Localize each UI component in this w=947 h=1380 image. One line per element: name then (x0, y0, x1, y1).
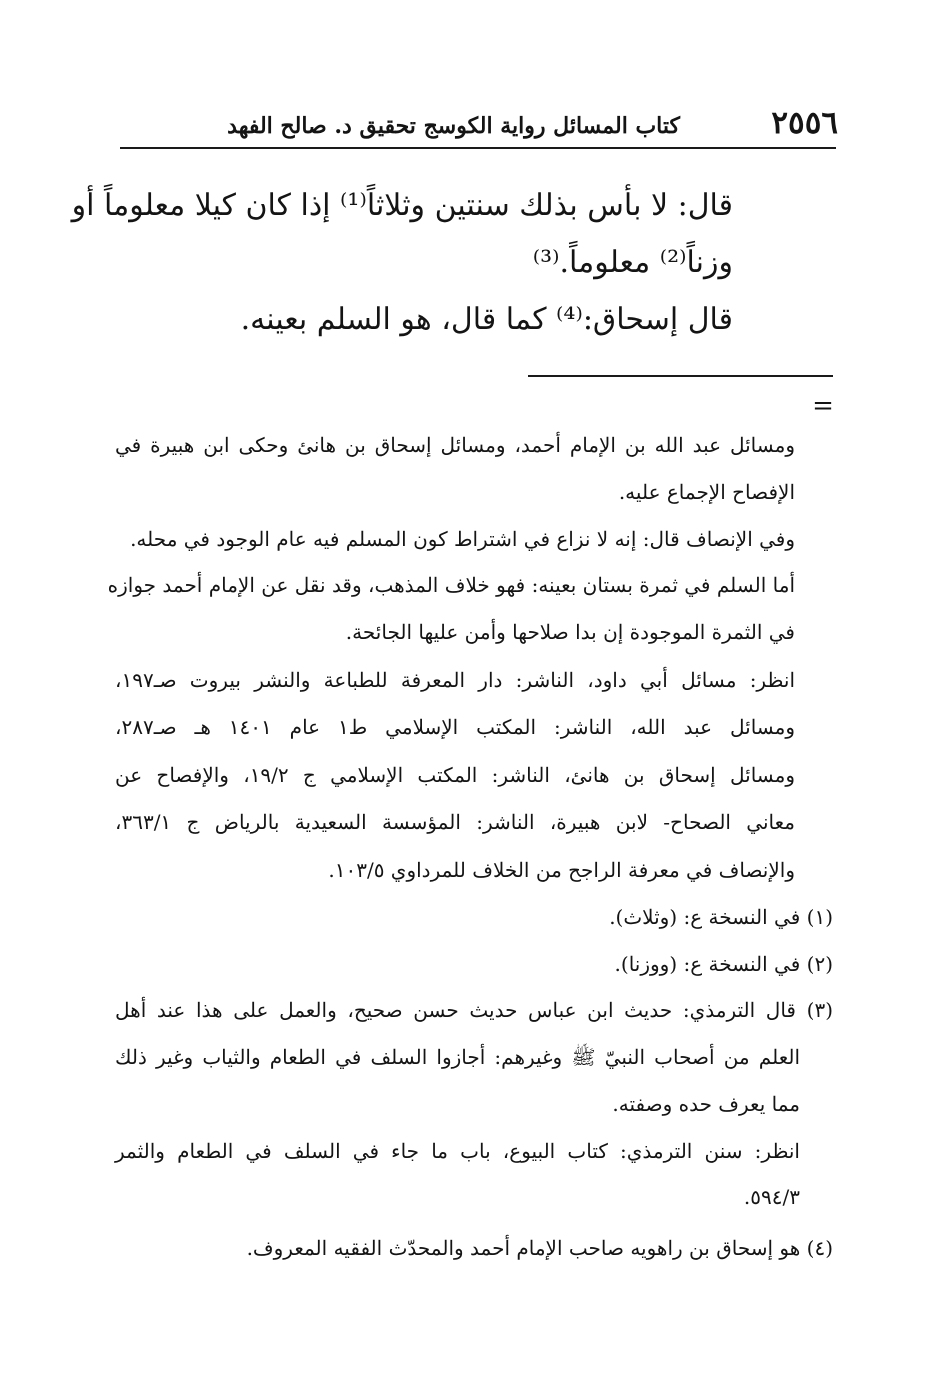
footnote-line: والإنصاف في معرفة الراجح من الخلاف للمرداوي ١٠٣/٥. (328, 858, 795, 882)
footnote-separator (528, 375, 833, 377)
footnote-line: ومسائل إسحاق بن هانئ، الناشر: المكتب الإسلامي ج ١٩/٢، والإفصاح عن (115, 763, 795, 787)
footnote-line: معاني الصحاح- لابن هبيرة، الناشر: المؤسسة السعيدية بالرياض ج ٣٦٣/١، (115, 810, 795, 834)
footnote-line: وفي الإنصاف قال: إنه لا نزاع في اشتراط كون المسلم فيه عام الوجود في محله. (130, 527, 795, 551)
header-rule (120, 147, 836, 149)
main-text-line: قال: لا بأس بذلك سنتين وثلاثاً⁽¹⁾ إذا كان كيلا معلوماً أو (71, 188, 733, 223)
footnote-continuation-mark: = (812, 391, 834, 421)
main-text-line: قال إسحاق:⁽⁴⁾ كما قال، هو السلم بعينه. (240, 302, 733, 337)
footnote-line: (١) في النسخة ع: (وثلاث). (609, 905, 833, 929)
footnote-line: الإفصاح الإجماع عليه. (618, 480, 795, 504)
page-number: ٢٥٥٦ (771, 105, 838, 141)
footnote-line: انظر: سنن الترمذي: كتاب البيوع، باب ما جاء في السلف في الطعام والثمر (115, 1139, 800, 1163)
footnote-line: مما يعرف حده وصفته. (612, 1092, 800, 1116)
footnote-line: ومسائل عبد الله، الناشر: المكتب الإسلامي ط١ عام ١٤٠١ هـ صـ٢٨٧، (115, 715, 795, 739)
footnote-line: (٤) هو إسحاق بن راهويه صاحب الإمام أحمد والمحدّث الفقيه المعروف. (246, 1236, 833, 1260)
footnote-line: العلم من أصحاب النبيّ ﷺ وغيرهم: أجازوا السلف في الطعام والثياب وغير ذلك (115, 1045, 800, 1069)
footnote-line: ٥٩٤/٣. (743, 1185, 800, 1209)
footnote-line: انظر: مسائل أبي داود، الناشر: دار المعرفة للطباعة والنشر بيروت صـ١٩٧، (115, 668, 795, 692)
footnote-line: ومسائل عبد الله بن الإمام أحمد، ومسائل إسحاق بن هانئ وحكى ابن هبيرة في (115, 433, 795, 457)
main-text-line: وزناً⁽²⁾ معلوماً.⁽³⁾ (532, 245, 733, 280)
footnote-line: أما السلم في ثمرة بستان بعينه: فهو خلاف المذهب، وقد نقل عن الإمام أحمد جوازه (107, 573, 795, 597)
footnote-line: (٣) قال الترمذي: حديث ابن عباس حديث حسن صحيح، والعمل على هذا عند أهل (115, 998, 833, 1022)
footnote-line: في الثمرة الموجودة إن بدا صلاحها وأمن عليها الجائحة. (345, 620, 795, 644)
footnote-line: (٢) في النسخة ع: (ووزنا). (614, 952, 833, 976)
running-title: كتاب المسائل رواية الكوسج تحقيق د. صالح الفهد (227, 113, 680, 139)
